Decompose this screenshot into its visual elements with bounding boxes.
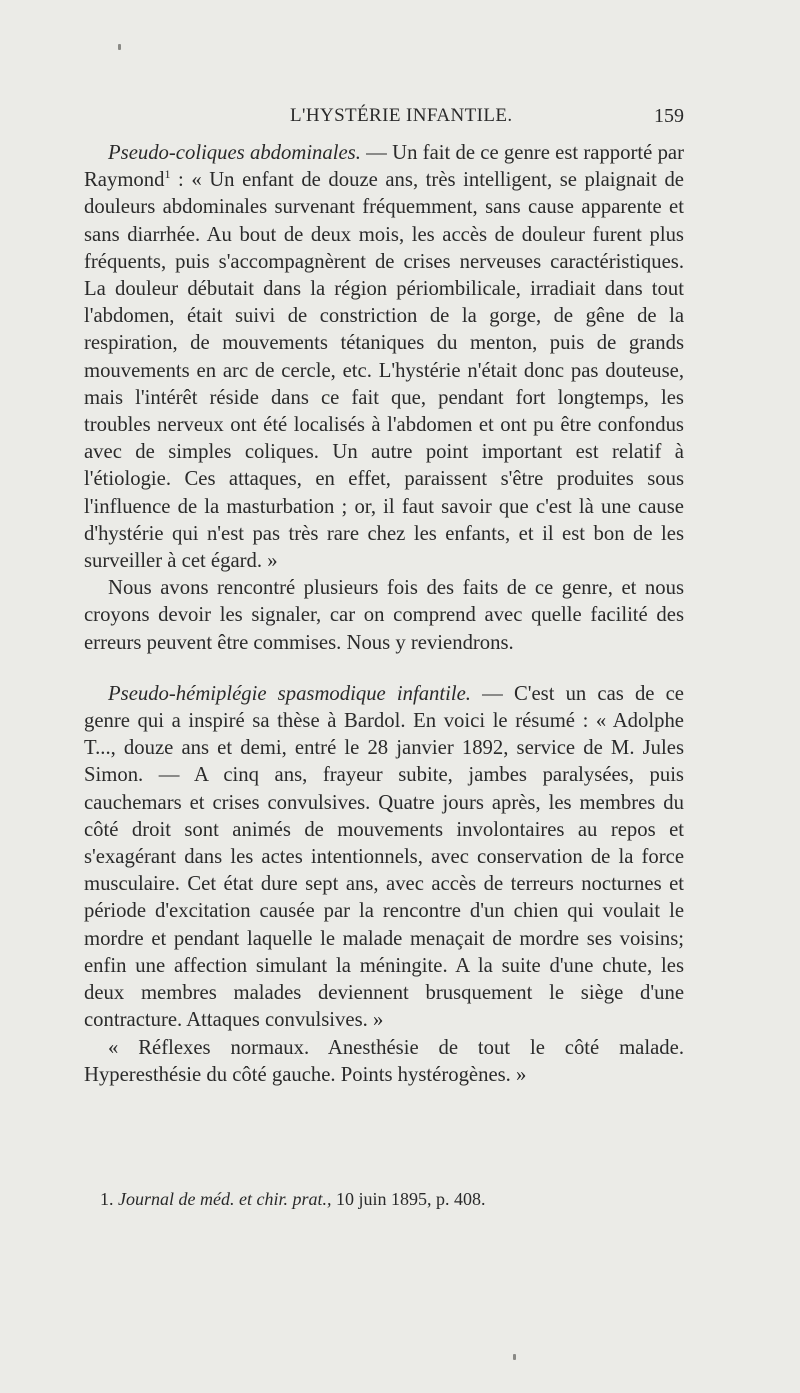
footnote-source: Journal de méd. et chir. prat., (118, 1189, 332, 1209)
paragraph-pseudo-coliques (84, 140, 684, 575)
paragraph-text: — C'est un cas de ce genre qui a inspiré sa thèse à Bardol. En voici le résumé : « Adolphe T..., douze ans et demi, entré le 28 janvier 1892, service de M. Jules Simon. — A cinq ans, frayeur subite, jambes paralysées, puis cauchemars et crises convulsives. Quatre jours après, les membres du côté droit sont animés de mouvements involontaires au repos et s'exagérant dans les actes intentionnels, avec conservation de la force musculaire. Cet état dure sept ans, avec accès de terreurs nocturnes et période d'excitation causée par la rencontre d'un chien qui voulait le mordre et pendant laquelle le malade menaçait de mordre ses voisins; enfin une affection simulant la méningite. A la suite d'une chute, les deux membres malades deviennent brusquement le siège d'une contracture. Attaques convulsives. » (84, 682, 684, 1032)
footnote-number: 1. (100, 1189, 114, 1209)
paragraph-text: — Un fait de ce genre est rapporté par Raymond (84, 142, 684, 192)
footnote-reference: 1 (164, 167, 171, 182)
paragraph-commentary (84, 575, 684, 657)
section-heading-pseudo-coliques: Pseudo-coliques abdominales. (108, 142, 361, 164)
paragraph-text: « Réflexes normaux. Anesthésie de tout le côté malade. Hyperesthésie du côté gauche. Points hystérogènes. » (84, 1036, 684, 1086)
paragraph-pseudo-hemiplegie (84, 681, 684, 1035)
running-title: L'HYSTÉRIE INFANTILE. (290, 105, 513, 126)
footnote (100, 1187, 684, 1211)
paragraph-text: Nous avons rencontré plusieurs fois des faits de ce genre, et nous croyons devoir les signaler, car on comprend avec quelle facilité des erreurs peuvent être commises. Nous y reviendrons. (84, 577, 684, 654)
body-text (84, 140, 684, 1089)
footnote-details: 10 juin 1895, p. 408. (331, 1189, 486, 1209)
page-header (84, 105, 684, 135)
page-number: 159 (654, 105, 684, 127)
section-heading-pseudo-hemiplegie: Pseudo-hémiplégie spasmodique infantile. (108, 682, 471, 705)
paper-speck (118, 44, 121, 50)
paragraph-reflexes (84, 1035, 684, 1089)
paper-speck (513, 1354, 516, 1360)
paragraph-text-continued: : « Un enfant de douze ans, très intelligent, se plaignait de douleurs abdominales survenant fréquemment, sans cause apparente et sans diarrhée. Au bout de deux mois, les accès de douleur furent plus fréquents, puis s'accompagnèrent de crises nerveuses caractéristiques. La douleur débutait dans la région périombilicale, irradiait dans tout l'abdomen, était suivi de constriction de la gorge, de gêne de la respiration, de mouvements tétaniques du menton, puis de grands mouvements en arc de cercle, etc. L'hystérie n'était donc pas douteuse, mais l'intérêt réside dans ce fait que, pendant fort longtemps, les troubles nerveux ont été localisés à l'abdomen et ont pu être confondus avec de simples coliques. Un autre point important est relatif à l'étiologie. Ces attaques, en effet, paraissent s'être produites sous l'influence de la masturbation ; or, il faut savoir que c'est là une cause d'hystérie qui n'est pas très rare chez les enfants, et il est bon de les surveiller à cet égard. » (84, 169, 684, 573)
book-page (84, 0, 684, 1393)
